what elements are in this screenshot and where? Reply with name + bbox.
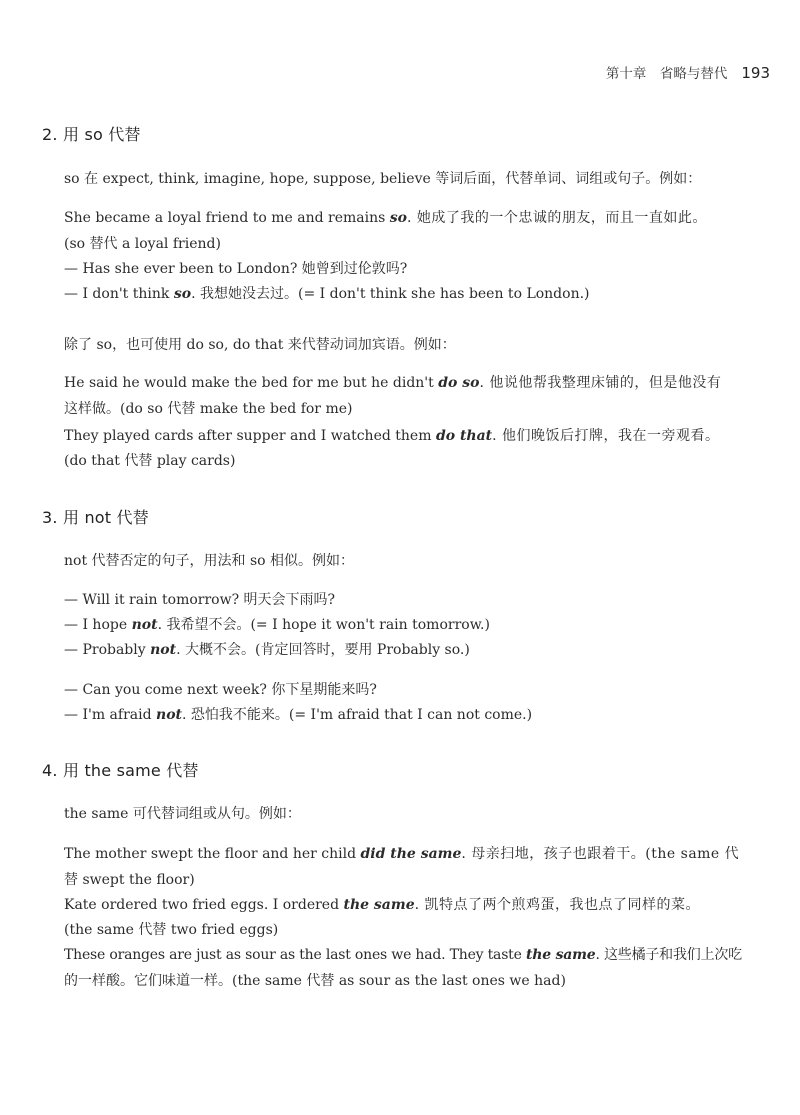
example-note: (the same 代替 two fried eggs) — [64, 922, 279, 938]
example-note: (do that 代替 play cards) — [64, 453, 236, 469]
example-line — [64, 896, 744, 914]
example-text: They played cards after supper and I watched them — [64, 428, 436, 444]
chapter-title: 第十章 省略与替代 — [605, 66, 728, 82]
example-translation: . 他说他帮我整理床铺的，但是他没有 — [479, 375, 722, 391]
example-translation: . 他们晚饭后打牌，我在一旁观看。 — [492, 428, 720, 444]
example-keyword: not — [156, 707, 182, 723]
section-4-intro: the same 可代替词组或从句。例如： — [64, 806, 301, 822]
example-keyword: the same — [343, 897, 415, 913]
example-keyword: do so — [438, 375, 480, 391]
example-translation: . 这些橘子和我们上次吃 — [595, 947, 742, 963]
example-translation: . 大概不会。(肯定回答时，要用 Probably so.) — [176, 642, 470, 658]
example-line — [64, 616, 744, 634]
example-translation: . 她成了我的一个忠诚的朋友，而且一直如此。 — [407, 210, 707, 226]
page-number: 193 — [741, 64, 770, 82]
example-translation: . 我想她没去过。(= I don't think she has been to London.) — [191, 286, 590, 302]
example-note: (so 替代 a loyal friend) — [64, 236, 221, 252]
example-translation: . 凯特点了两个煎鸡蛋，我也点了同样的菜。 — [414, 897, 701, 913]
example-note: 替 swept the floor) — [64, 872, 195, 888]
example-text: She became a loyal friend to me and remains — [64, 210, 390, 226]
example-keyword: did the same — [360, 846, 462, 862]
example-line — [64, 209, 744, 227]
example-translation: . 母亲扫地，孩子也跟着干。(the same 代 — [461, 846, 740, 862]
example-text: The mother swept the floor and her child — [64, 846, 361, 862]
example-line: — Will it rain tomorrow? 明天会下雨吗? — [64, 592, 336, 608]
example-keyword: do that — [435, 428, 493, 444]
example-text: — I hope — [64, 617, 132, 633]
example-keyword: not — [131, 617, 158, 633]
example-keyword: not — [150, 642, 177, 658]
page-header — [606, 62, 770, 82]
example-note: 这样做。(do so 代替 make the bed for me) — [64, 401, 353, 417]
section-3-heading: 3. 用 not 代替 — [42, 508, 149, 527]
example-line — [64, 374, 744, 392]
section-4-heading: 4. 用 the same 代替 — [42, 761, 199, 780]
section-2-heading: 2. 用 so 代替 — [42, 125, 141, 144]
example-line: — Can you come next week? 你下星期能来吗? — [64, 682, 377, 698]
example-line: — Has she ever been to London? 她曾到过伦敦吗? — [64, 261, 408, 277]
example-line — [64, 285, 744, 303]
example-text: He said he would make the bed for me but he didn't — [64, 375, 439, 391]
example-text: These oranges are just as sour as the last ones we had. They taste — [64, 947, 526, 963]
example-line — [64, 427, 744, 445]
example-translation: . 我希望不会。(= I hope it won't rain tomorrow.) — [157, 617, 490, 633]
example-text: — I'm afraid — [64, 707, 157, 723]
example-line — [64, 845, 744, 863]
example-text: — I don't think — [64, 286, 174, 302]
section-3-intro: not 代替否定的句子，用法和 so 相似。例如： — [64, 553, 355, 569]
example-translation: . 恐怕我不能来。(= I'm afraid that I can not come.) — [182, 707, 533, 723]
section-2-intro: so 在 expect, think, imagine, hope, suppose, believe 等词后面，代替单词、词组或句子。例如： — [64, 171, 702, 187]
example-keyword: so — [389, 210, 407, 226]
example-line — [64, 706, 744, 724]
example-line — [64, 641, 744, 659]
example-line — [64, 946, 744, 964]
example-text: Kate ordered two fried eggs. I ordered — [64, 897, 344, 913]
example-keyword: the same — [525, 947, 596, 963]
example-text: — Probably — [64, 642, 151, 658]
example-keyword: so — [173, 286, 192, 302]
example-note: 的一样酸。它们味道一样。(the same 代替 as sour as the last ones we had) — [64, 973, 566, 989]
section-2-intro-2: 除了 so，也可使用 do so, do that 来代替动词加宾语。例如： — [64, 337, 456, 353]
